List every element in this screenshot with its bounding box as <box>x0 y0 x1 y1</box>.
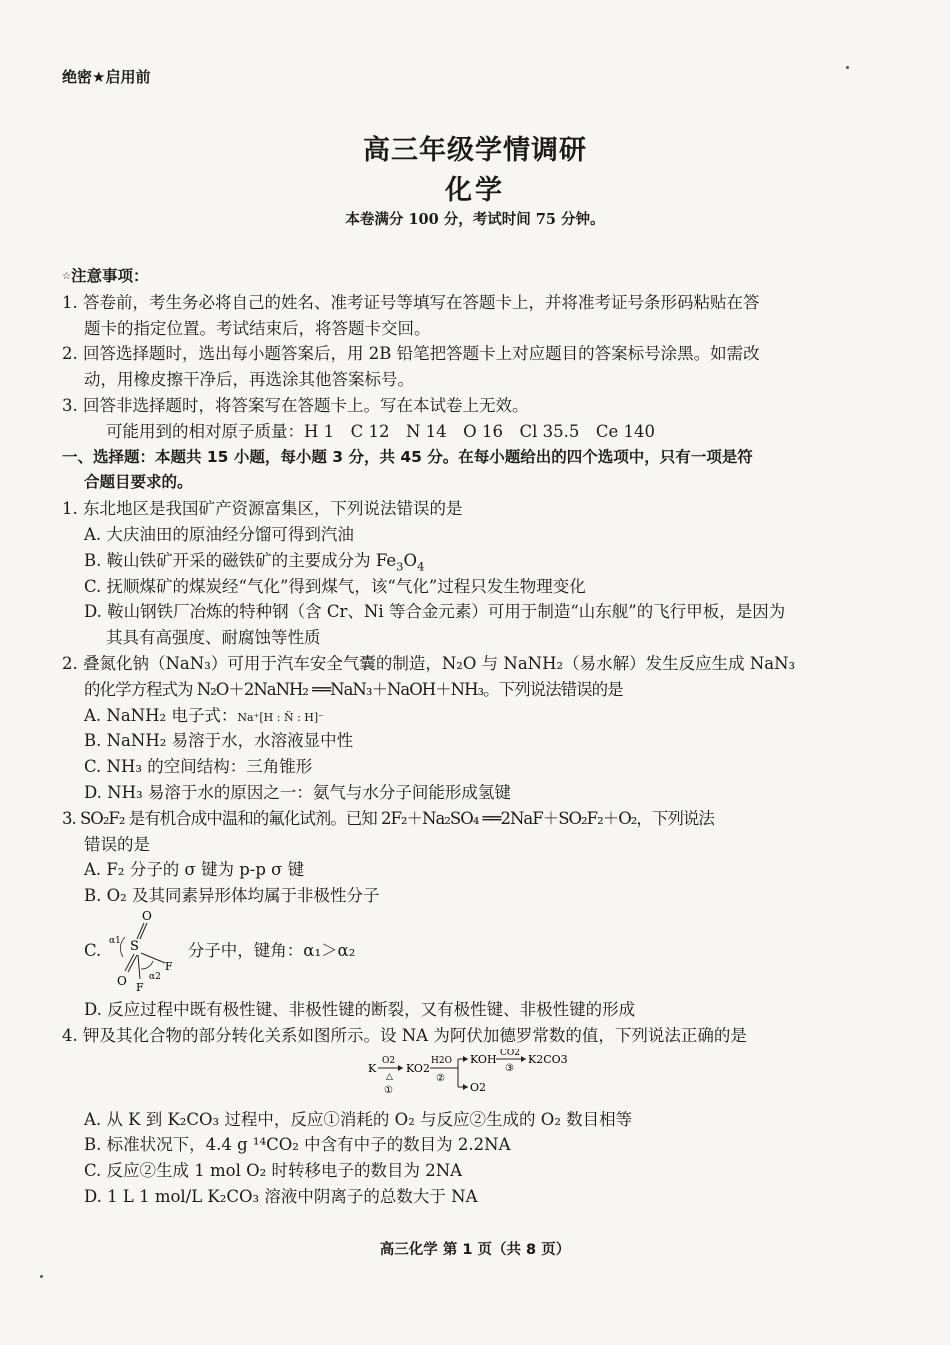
svg-text:CO2: CO2 <box>500 1048 520 1058</box>
svg-text:α1: α1 <box>108 935 121 946</box>
note-1: 1. 答卷前，考生务必将自己的姓名、准考证号等填写在答题卡上，并将准考证号条形码粘贴在答 <box>62 292 760 312</box>
q3-stem: 3. SO₂F₂ 是有机合成中温和的氟化试剂。已知 2F₂＋Na₂SO₄ ══2NaF＋SO₂F₂＋O₂，下列说法 <box>62 808 714 828</box>
q3-stem-cont: 错误的是 <box>84 834 150 854</box>
svg-text:S: S <box>129 938 139 954</box>
q1-option-a: A. 大庆油田的原油经分馏可得到汽油 <box>84 524 354 544</box>
exam-title: 高三年级学情调研 <box>363 135 587 166</box>
svg-text:F: F <box>135 980 144 993</box>
q3-option-c: C. O S O F F α1 α2 分子中，键角：α₁＞α₂ <box>84 908 356 993</box>
page-footer: 高三化学 第 1 页（共 8 页） <box>379 1242 571 1258</box>
q2-option-d: D. NH₃ 易溶于水的原因之一：氨气与水分子间能形成氢键 <box>84 782 511 802</box>
svg-text:O: O <box>116 973 127 988</box>
q3-option-d: D. 反应过程中既有极性键、非极性键的断裂，又有极性键、非极性键的形成 <box>84 999 636 1019</box>
q2-option-c: C. NH₃ 的空间结构：三角锥形 <box>84 757 313 777</box>
svg-text:③: ③ <box>505 1062 514 1074</box>
q4-option-d: D. 1 L 1 mol/L K₂CO₃ 溶液中阴离子的总数大于 NA <box>84 1186 478 1206</box>
q4-option-b: B. 标准状况下，4.4 g ¹⁴CO₂ 中含有中子的数目为 2.2NA <box>84 1135 511 1155</box>
section-heading-cont: 合题目要求的。 <box>84 473 193 492</box>
so2f2-structure <box>107 909 177 993</box>
exam-info: 本卷满分 100 分，考试时间 75 分钟。 <box>345 211 605 228</box>
q4-option-a: A. 从 K 到 K₂CO₃ 过程中，反应①消耗的 O₂ 与反应②生成的 O₂ 数目相等 <box>84 1109 633 1129</box>
svg-text:△: △ <box>386 1071 393 1082</box>
scan-speck <box>40 1275 43 1278</box>
scan-speck <box>846 66 849 69</box>
q2-stem: 2. 叠氮化钠（NaN₃）可用于汽车安全气囊的制造，N₂O 与 NaNH₂（易水解）发生反应生成 NaN₃ <box>62 653 796 673</box>
atomic-masses: 可能用到的相对原子质量：H 1 C 12 N 14 O 16 Cl 35.5 Ce 140 <box>106 421 655 441</box>
svg-text:K2CO3: K2CO3 <box>528 1052 568 1066</box>
note-3: 3. 回答非选择题时，将答案写在答题卡上。写在本试卷上无效。 <box>62 395 529 415</box>
potassium-conversion-diagram <box>368 1049 588 1107</box>
svg-text:O2: O2 <box>382 1055 396 1066</box>
svg-text:K: K <box>368 1061 377 1075</box>
q1-option-d: D. 鞍山钢铁厂冶炼的特种钢（含 Cr、Ni 等合金元素）可用于制造“山东舰”的飞行甲板，是因为 <box>84 602 786 622</box>
q1-stem: 1. 东北地区是我国矿产资源富集区，下列说法错误的是 <box>62 499 463 519</box>
q4-stem: 4. 钾及其化合物的部分转化关系如图所示。设 NA 为阿伏加德罗常数的值，下列说法正确的是 <box>62 1025 747 1045</box>
q3-option-a: A. F₂ 分子的 σ 键为 p-p σ 键 <box>84 860 305 880</box>
electron-formula: Na⁺[H : N̈ : H]⁻ <box>237 710 324 724</box>
note-1-cont: 题卡的指定位置。考试结束后，将答题卡交回。 <box>84 318 431 338</box>
svg-text:F: F <box>164 959 173 973</box>
q3-option-b: B. O₂ 及其同素异形体均属于非极性分子 <box>84 886 380 906</box>
section-heading: 一、选择题：本题共 15 小题，每小题 3 分，共 45 分。在每小题给出的四个选项中，只有一项是符 <box>62 447 753 466</box>
q4-scheme <box>62 1049 892 1107</box>
svg-text:②: ② <box>436 1072 445 1084</box>
exam-content <box>62 264 892 1210</box>
q1-option-d-cont: 其具有高强度、耐腐蚀等性质 <box>106 628 321 648</box>
q2-option-a: A. NaNH₂ 电子式：Na⁺[H : N̈ : H]⁻ <box>84 705 324 725</box>
svg-text:KOH: KOH <box>470 1052 497 1066</box>
q2-option-b: B. NaNH₂ 易溶于水，水溶液显中性 <box>84 731 354 751</box>
svg-text:H2O: H2O <box>431 1055 452 1066</box>
svg-text:①: ① <box>384 1084 393 1096</box>
svg-text:O: O <box>141 908 152 923</box>
subject-title: 化学 <box>445 175 505 206</box>
q1-option-b: B. 鞍山铁矿开采的磁铁矿的主要成分为 $Fe_3O_4$ <box>84 550 425 574</box>
q1-option-c: C. 抚顺煤矿的煤炭经“气化”得到煤气，该“气化”过程只发生物理变化 <box>84 576 586 596</box>
svg-text:KO2: KO2 <box>406 1061 430 1075</box>
note-2: 2. 回答选择题时，选出每小题答案后，用 2B 铅笔把答题卡上对应题目的答案标号涂黑。如需改 <box>62 344 760 364</box>
svg-text:O2: O2 <box>470 1080 487 1094</box>
q2-stem-cont: 的化学方程式为 N₂O＋2NaNH₂ ══NaN₃＋NaOH＋NH₃。下列说法错误的是 <box>84 679 623 699</box>
note-2-cont: 动，用橡皮擦干净后，再选涂其他答案标号。 <box>84 370 414 390</box>
confidential-label: 绝密★启用前 <box>62 68 151 86</box>
q4-option-c: C. 反应②生成 1 mol O₂ 时转移电子的数目为 2NA <box>84 1161 463 1181</box>
svg-text:α2: α2 <box>148 971 161 982</box>
notes-heading: ☆注意事项： <box>62 267 149 285</box>
